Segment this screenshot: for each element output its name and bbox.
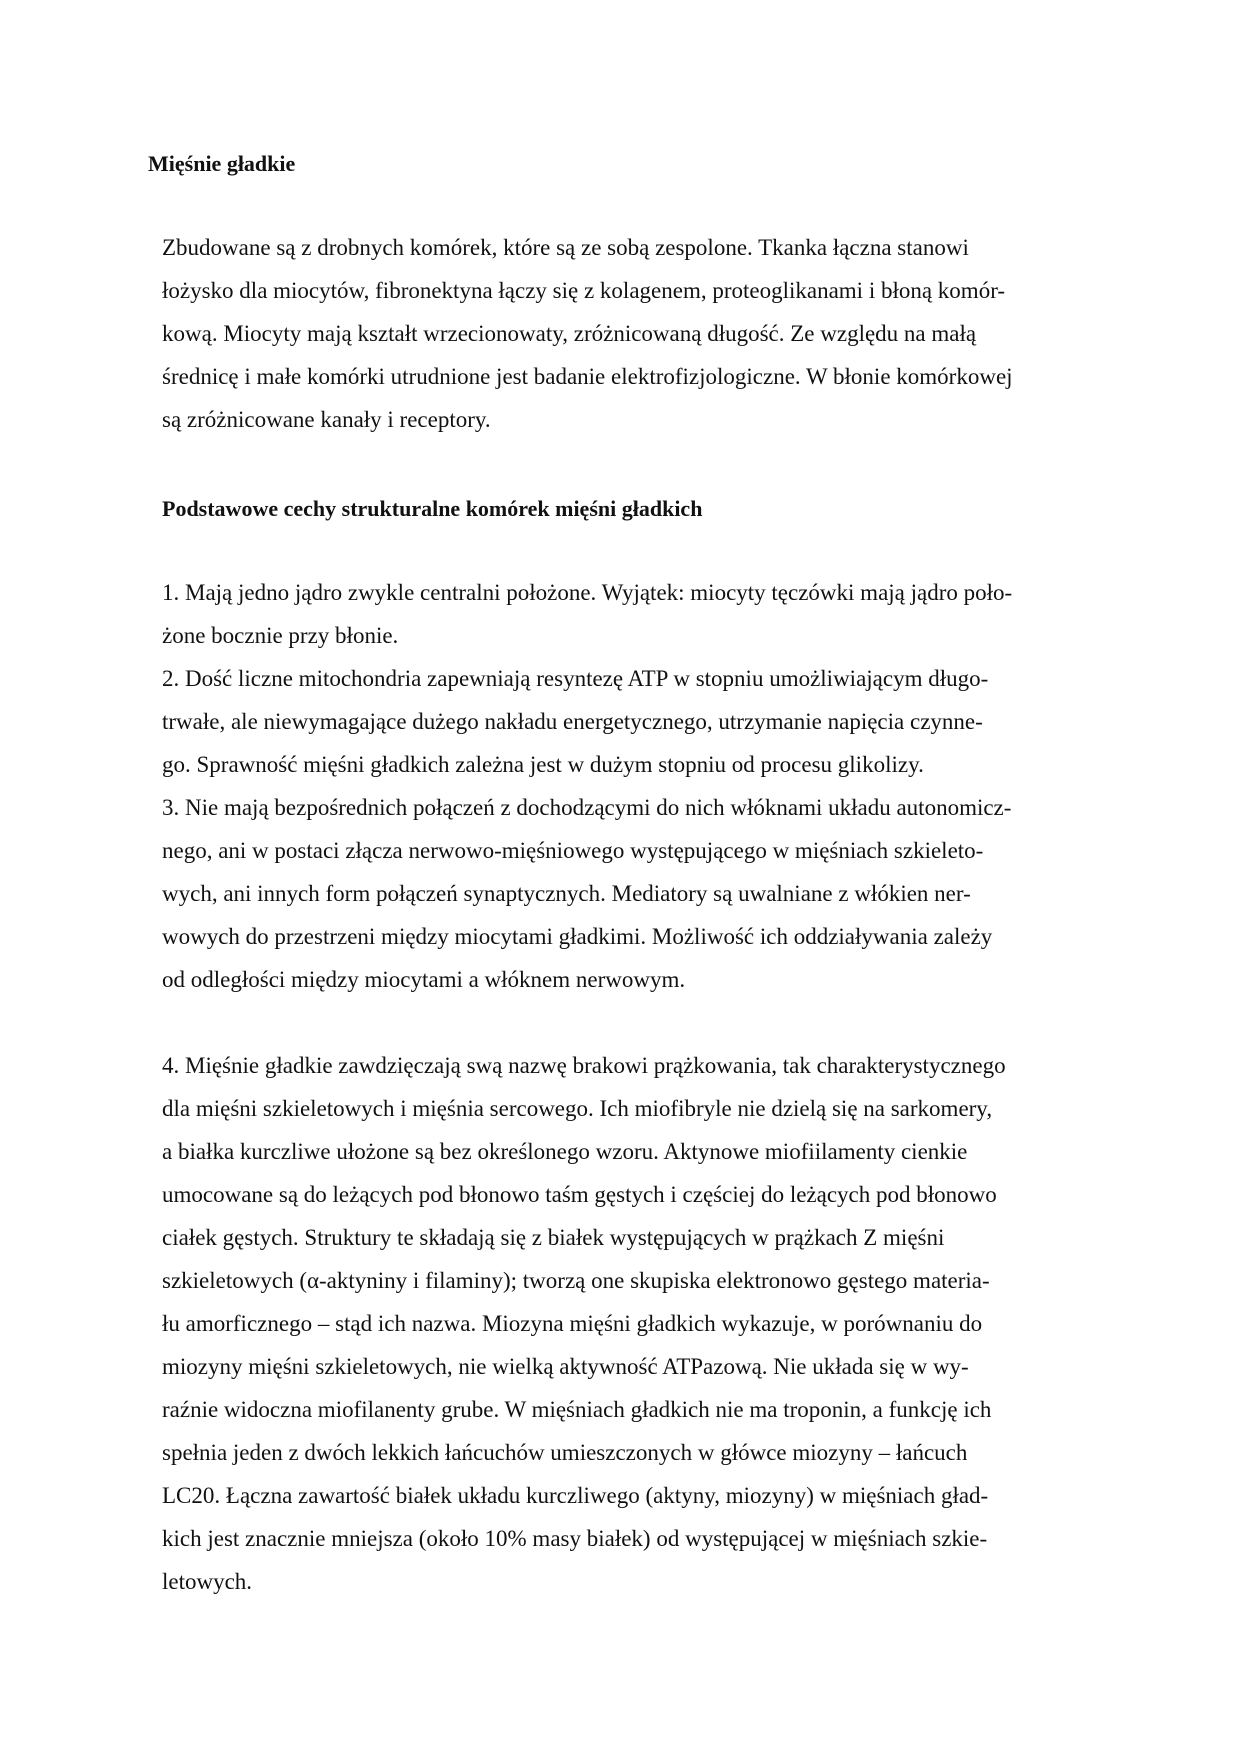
list-line-3: 2. Dość liczne mitochondria zapewniają resyntezę ATP w stopniu umożliwiającym długo- bbox=[162, 666, 989, 691]
point4-line-3: a białka kurczliwe ułożone są bez określonego wzoru. Aktynowe miofiilamenty cienkie bbox=[162, 1139, 968, 1164]
point4-line-6: szkieletowych (α-aktyniny i filaminy); tworzą one skupiska elektronowo gęstego materia- bbox=[162, 1268, 990, 1293]
list-line-1: 1. Mają jedno jądro zwykle centralni położone. Wyjątek: miocyty tęczówki mają jądro poło- bbox=[162, 580, 1013, 605]
point4-line-10: spełnia jeden z dwóch lekkich łańcuchów umieszczonych w główce miozyny – łańcuch bbox=[162, 1440, 968, 1465]
point4-line-11: LC20. Łączna zawartość białek układu kurczliwego (aktyny, miozyny) w mięśniach gład- bbox=[162, 1483, 989, 1508]
intro-line-2: łożysko dla miocytów, fibronektyna łączy się z kolagenem, proteoglikanami i błoną komór- bbox=[162, 278, 1006, 303]
point4-line-8: miozyny mięśni szkieletowych, nie wielką aktywność ATPazową. Nie układa się w wy- bbox=[162, 1354, 969, 1379]
point4-line-1: 4. Mięśnie gładkie zawdzięczają swą nazwę brakowi prążkowania, tak charakterystycznego bbox=[162, 1053, 1006, 1078]
point4-line-2: dla mięśni szkieletowych i mięśnia sercowego. Ich miofibryle nie dzielą się na sarkomery, bbox=[162, 1096, 993, 1121]
list-line-10: od odległości między miocytami a włóknem nerwowym. bbox=[162, 967, 686, 992]
list-line-9: wowych do przestrzeni między miocytami gładkimi. Możliwość ich oddziaływania zależy bbox=[162, 924, 993, 949]
point4-line-4: umocowane są do leżących pod błonowo taśm gęstych i częściej do leżących pod błonowo bbox=[162, 1182, 997, 1207]
intro-line-1: Zbudowane są z drobnych komórek, które są ze sobą zespolone. Tkanka łączna stanowi bbox=[162, 235, 969, 260]
list-line-6: 3. Nie mają bezpośrednich połączeń z dochodzącymi do nich włóknami układu autonomicz- bbox=[162, 795, 1012, 820]
intro-line-3: kową. Miocyty mają kształt wrzecionowaty, zróżnicowaną długość. Ze względu na małą bbox=[162, 321, 977, 346]
point4-line-12: kich jest znacznie mniejsza (około 10% masy białek) od występującej w mięśniach szkie- bbox=[162, 1526, 988, 1551]
intro-line-5: są zróżnicowane kanały i receptory. bbox=[162, 407, 491, 432]
list-line-5: go. Sprawność mięśni gładkich zależna jest w dużym stopniu od procesu glikolizy. bbox=[162, 752, 924, 777]
section-heading: Podstawowe cechy strukturalne komórek mięśni gładkich bbox=[162, 496, 703, 521]
list-line-8: wych, ani innych form połączeń synaptycznych. Mediatory są uwalniane z włókien ner- bbox=[162, 881, 971, 906]
list-line-4: trwałe, ale niewymagające dużego nakładu energetycznego, utrzymanie napięcia czynne- bbox=[162, 709, 983, 734]
point4-line-9: raźnie widoczna miofilanenty grube. W mięśniach gładkich nie ma troponin, a funkcję ich bbox=[162, 1397, 992, 1422]
intro-line-4: średnicę i małe komórki utrudnione jest badanie elektrofizjologiczne. W błonie komórkowej bbox=[162, 364, 1013, 389]
document-title: Mięśnie gładkie bbox=[148, 151, 296, 176]
point4-line-7: łu amorficznego – stąd ich nazwa. Miozyna mięśni gładkich wykazuje, w porównaniu do bbox=[162, 1311, 983, 1336]
point4-line-13: letowych. bbox=[162, 1569, 253, 1594]
list-line-7: nego, ani w postaci złącza nerwowo-mięśniowego występującego w mięśniach szkieleto- bbox=[162, 838, 984, 863]
point4-line-5: ciałek gęstych. Struktury te składają się z białek występujących w prążkach Z mięśni bbox=[162, 1225, 945, 1250]
list-line-2: żone bocznie przy błonie. bbox=[162, 623, 399, 648]
